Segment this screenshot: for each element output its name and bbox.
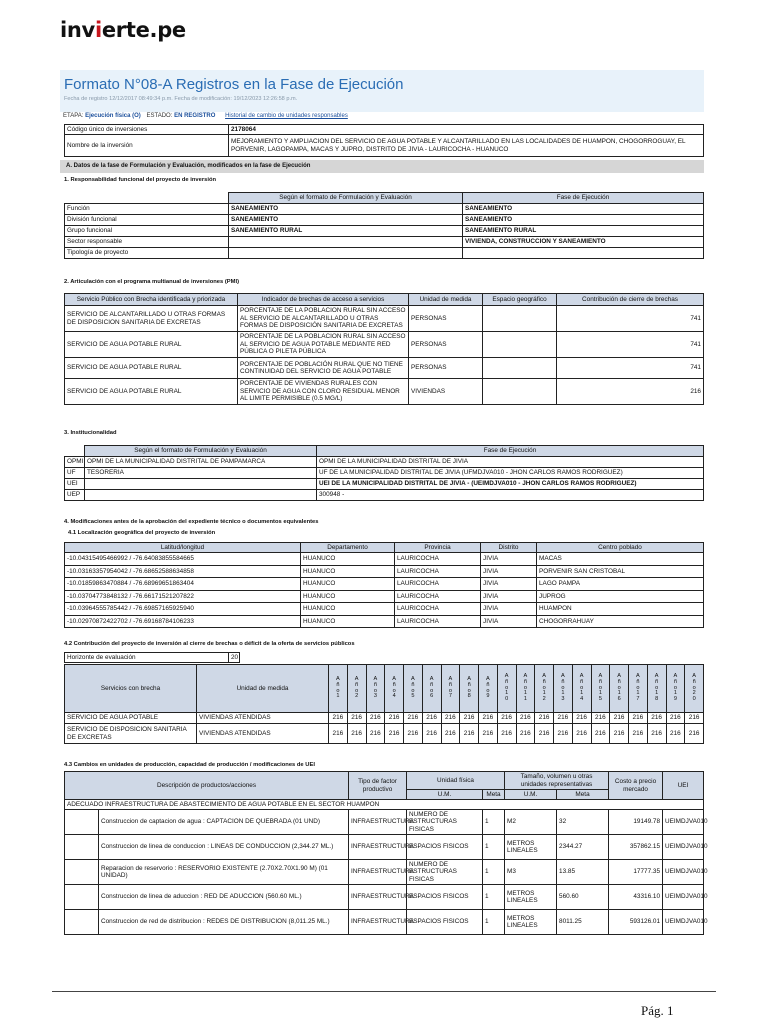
table-cell: Construccion de captacion de agua : CAPTACION DE QUEBRADA (01 UND): [99, 810, 349, 835]
table-cell: SANEAMIENTO: [463, 204, 704, 215]
table-cell: 1: [483, 835, 505, 860]
table-cell: [483, 358, 557, 379]
table-cell: 741: [557, 332, 704, 358]
name-label: Nombre de la inversión: [65, 135, 229, 157]
table-cell: VIVIENDA, CONSTRUCCION Y SANEAMIENTO: [463, 237, 704, 248]
table-cell: 19149.78: [609, 810, 663, 835]
table-cell: 216: [404, 713, 423, 724]
table-cell: 216: [666, 713, 685, 724]
table-cell: 216: [591, 713, 610, 724]
table-cell: -10.03964555785442 / -76.69857165925940: [65, 603, 301, 616]
table-cell: 216: [479, 724, 498, 744]
history-link[interactable]: Historial de cambio de unidades responsables: [225, 113, 348, 119]
table-cell: NUMERO DE ESTRUCTURAS FISICAS: [407, 810, 483, 835]
year-header: A ñ o 4: [385, 665, 404, 713]
row-label: UEP: [65, 490, 85, 501]
table-row: [65, 379, 704, 405]
table-row: [65, 603, 704, 616]
year-header: A ñ o 7: [441, 665, 460, 713]
table-cell: HUANUCO: [301, 615, 395, 628]
year-header: A ñ o 1 7: [629, 665, 648, 713]
year-header: A ñ o 1 6: [610, 665, 629, 713]
table-row: [65, 553, 704, 566]
table-cell: 17777.35: [609, 860, 663, 885]
table-cell: 216: [685, 713, 704, 724]
table-cell: LAURICOCHA: [395, 578, 481, 591]
table-cell: SANEAMIENTO: [229, 204, 463, 215]
table-cell: 216: [385, 724, 404, 744]
info-table: [64, 124, 704, 157]
table-cell: SERVICIO DE ALCANTARILLADO U OTRAS FORMAS DE DISPOSICION SANITARIA DE EXCRETAS: [65, 306, 238, 332]
table-row: [65, 204, 704, 215]
section-a-bar: A. Datos de la fase de Formulación y Evaluación, modificados en la fase de Ejecución: [60, 160, 704, 173]
table-cell: 216: [441, 713, 460, 724]
s3-title: 3. Institucionalidad: [64, 430, 117, 436]
year-header: A ñ o 1 4: [572, 665, 591, 713]
year-header: A ñ o 1 9: [666, 665, 685, 713]
table-cell: 216: [366, 724, 385, 744]
table-cell: 560.60: [557, 885, 609, 910]
s42-table: Servicios con brecha Unidad de medida A ñ o 1 A ñ o 2 A ñ o 3 A ñ o 4 A ñ o 5 A ñ o 6 A ñ o 7 A ñ o 8 A ñ o 9 A ñ o 1 0 A ñ o 1 1 A ñ o 1 2 A ñ o 1 3 A ñ o 1 4 A ñ o 1 5 A ñ o 1 6 A ñ o 1 7 A ñ o 1 8 A ñ o 1 9 A ñ o 2 0 SERVICIO DE AGUA POTABLE VIVIENDAS ATENDIDAS 216 216 216 216 216 216 216 216 216 216 216 216 216 216 216 216 216 216 216 216 SERVICIO DE DISPOSICION SANITARIA DE EXCRETAS VIVIENDAS ATENDIDAS 216 216 216 216 216 216 216 216 216 216 216 216 216 216 216 216 216 216 216 216: [64, 664, 704, 744]
row-label: UF: [65, 468, 85, 479]
table-cell: JIVIA: [481, 565, 537, 578]
year-header: A ñ o 1 2: [535, 665, 554, 713]
table-cell: SANEAMIENTO RURAL: [463, 226, 704, 237]
table-cell: 216: [591, 724, 610, 744]
table-cell: 216: [404, 724, 423, 744]
table-cell: ESPACIOS FISICOS: [407, 910, 483, 935]
table-cell: METROS LINEALES: [505, 885, 557, 910]
row-label: Grupo funcional: [65, 226, 229, 237]
table-cell: 1: [483, 860, 505, 885]
table-cell: Construccion de linea de conduccion : LINEAS DE CONDUCCION (2,344.27 ML.): [99, 835, 349, 860]
name-value: MEJORAMIENTO Y AMPLIACION DEL SERVICIO DE AGUA POTABLE Y ALCANTARILLADO EN LAS LOCALIDADES DE HUAMPON, CHOGORROGUAY, EL PORVENIR, LAGOPAMPA, MACAS Y JUPRO, DISTRITO DE JIVIA - LAURICOCHA - HUANUCO: [229, 135, 704, 157]
year-header: A ñ o 1 8: [647, 665, 666, 713]
table-row: [65, 724, 704, 744]
year-header: A ñ o 9: [479, 665, 498, 713]
table-cell: -10.03704773848132 / -76.66171521207822: [65, 590, 301, 603]
table-row: [65, 885, 704, 910]
row-label: División funcional: [65, 215, 229, 226]
table-cell: 43316.10: [609, 885, 663, 910]
table-cell: 216: [535, 713, 554, 724]
table-cell: HUANUCO: [301, 565, 395, 578]
table-cell: ESPACIOS FISICOS: [407, 835, 483, 860]
table-cell: [463, 248, 704, 259]
table-cell: INFRAESTRUCTURA: [349, 885, 407, 910]
table-cell: PORVENIR SAN CRISTOBAL: [537, 565, 704, 578]
table-cell: [483, 332, 557, 358]
table-cell: PORCENTAJE DE VIVIENDAS RURALES CON SERVICIO DE AGUA CON CLORO RESIDUAL MENOR AL LIMITE PERMISIBLE (0.5 MG/L): [238, 379, 409, 405]
s1-title: 1. Responsabilidad funcional del proyecto de inversión: [64, 177, 217, 183]
table-cell: 216: [610, 713, 629, 724]
table-cell: HUANUCO: [301, 553, 395, 566]
table-cell: JIVIA: [481, 590, 537, 603]
table-cell: MACAS: [537, 553, 704, 566]
code-value: 2178064: [229, 125, 704, 135]
table-row: [65, 615, 704, 628]
table-cell: 216: [572, 713, 591, 724]
table-cell: PERSONAS: [409, 306, 483, 332]
table-cell: UEIMDJVA010: [663, 910, 704, 935]
table-cell: LAGO PAMPA: [537, 578, 704, 591]
table-cell: CHOGORRAHUAY: [537, 615, 704, 628]
code-label: Código único de inversiones: [65, 125, 229, 135]
s43-title: 4.3 Cambios en unidades de producción, capacidad de producción / modificaciones de UEI: [64, 762, 315, 768]
s3-table: Según el formato de Formulación y Evaluación Fase de Ejecución OPMI OPMI DE LA MUNICIPALIDAD DISTRITAL DE PAMPAMARCA OPMI DE LA MUNICIPALIDAD DISTRITAL DE JIVIA UF TESORERIA UF DE LA MUNICIPALIDAD DISTRITAL DE JIVIA (UFMDJVA010 - JHON CARLOS RAMOS RODRIGUEZ) UEI UEI DE LA MUNICIPALIDAD DISTRITAL DE JIVIA - (UEIMDJVA010 - JHON CARLOS RAMOS RODRIGUEZ) UEP 300948 -: [64, 445, 704, 501]
s2-table: Servicio Público con Brecha identificada y priorizada Indicador de brechas de acceso a servicios Unidad de medida Espacio geográfico Contribución de cierre de brechas SERVICIO DE ALCANTARILLADO U OTRAS FORMAS DE DISPOSICION SANITARIA DE EXCRETAS PORCENTAJE DE LA POBLACION RURAL SIN ACCESO AL SERVICIO DE ALCANTARILLADO U OTRAS FORMAS DE DISPOSICIÓN SANITARIA DE EXCRETAS PERSONAS 741 SERVICIO DE AGUA POTABLE RURAL PORCENTAJE DE LA POBLACION RURAL SIN ACCESO AL SERVICIO DE AGUA POTABLE MEDIANTE RED PÚBLICA O PILETA PÚBLICA PERSONAS 741 SERVICIO DE AGUA POTABLE RURAL PORCENTAJE DE POBLACIÓN RURAL QUE NO TIENE CONTINUIDAD DEL SERVICIO DE AGUA POTABLE PERSONAS 741 SERVICIO DE AGUA POTABLE RURAL PORCENTAJE DE VIVIENDAS RURALES CON SERVICIO DE AGUA CON CLORO RESIDUAL MENOR AL LIMITE PERMISIBLE (0.5 MG/L) VIVIENDAS 216: [64, 293, 704, 405]
table-cell: LAURICOCHA: [395, 590, 481, 603]
table-cell: INFRAESTRUCTURA: [349, 910, 407, 935]
s41-table: Latitud/longitud Departamento Provincia Distrito Centro poblado -10.04315495466992 / -76.64083855584665 HUANUCO LAURICOCHA JIVIA MACAS -10.03163357954042 / -76.68652588634858 HUANUCO LAURICOCHA JIVIA PORVENIR SAN CRISTOBAL -10.01859863470884 / -76.68969651863404 HUANUCO LAURICOCHA JIVIA LAGO PAMPA -10.03704773848132 / -76.66171521207822 HUANUCO LAURICOCHA JIVIA JUPROG -10.03964555785442 / -76.69857165925940 HUANUCO LAURICOCHA JIVIA HUAMPON -10.02970872422702 / -76.69168784106233 HUANUCO LAURICOCHA JIVIA CHOGORRAHUAY: [64, 542, 704, 628]
table-cell: INFRAESTRUCTURA: [349, 810, 407, 835]
indent-cell: [65, 860, 99, 885]
table-cell: 216: [460, 724, 479, 744]
indent-cell: [65, 835, 99, 860]
page-number: Pág. 1: [641, 1003, 674, 1018]
s43-group: ADECUADO INFRAESTRUCTURA DE ABASTECIMIENTO DE AGUA POTABLE EN EL SECTOR HUAMPON: [65, 800, 704, 810]
s42-title: 4.2 Contribución del proyecto de inversión al cierre de brechas o déficit de la oferta de servicios públicos: [64, 641, 355, 647]
table-cell: [229, 248, 463, 259]
table-row: [65, 332, 704, 358]
table-cell: HUANUCO: [301, 603, 395, 616]
table-cell: VIVIENDAS ATENDIDAS: [197, 713, 329, 724]
year-header: A ñ o 1 0: [497, 665, 516, 713]
table-cell: 741: [557, 306, 704, 332]
table-cell: 1: [483, 910, 505, 935]
table-cell: [85, 479, 317, 490]
table-cell: M2: [505, 810, 557, 835]
table-cell: 8011.25: [557, 910, 609, 935]
table-cell: SERVICIO DE AGUA POTABLE RURAL: [65, 379, 238, 405]
table-cell: SERVICIO DE AGUA POTABLE RURAL: [65, 332, 238, 358]
table-cell: -10.03163357954042 / -76.68652588634858: [65, 565, 301, 578]
table-cell: 13.85: [557, 860, 609, 885]
table-cell: 216: [557, 379, 704, 405]
table-row: [65, 910, 704, 935]
table-cell: [483, 306, 557, 332]
table-row: [65, 457, 704, 468]
table-cell: 32: [557, 810, 609, 835]
table-cell: M3: [505, 860, 557, 885]
table-row: [65, 226, 704, 237]
table-cell: 216: [554, 713, 573, 724]
year-header: A ñ o 8: [460, 665, 479, 713]
table-row: [65, 713, 704, 724]
table-cell: UEIMDJVA010: [663, 860, 704, 885]
table-cell: METROS LINEALES: [505, 910, 557, 935]
year-header: A ñ o 2 0: [685, 665, 704, 713]
row-label: Función: [65, 204, 229, 215]
table-row: [65, 578, 704, 591]
etapa-line: ETAPA: Ejecución física (O) ESTADO: EN REGISTRO Historial de cambio de unidades responsables: [63, 113, 348, 119]
table-cell: INFRAESTRUCTURA: [349, 835, 407, 860]
table-cell: 216: [441, 724, 460, 744]
table-cell: JIVIA: [481, 603, 537, 616]
table-cell: 216: [516, 713, 535, 724]
table-cell: SANEAMIENTO: [229, 215, 463, 226]
page-title: Formato N°08-A Registros en la Fase de Ejecución: [64, 76, 404, 93]
table-cell: LAURICOCHA: [395, 565, 481, 578]
s2-title: 2. Articulación con el programa multianual de inversiones (PMI): [64, 279, 240, 285]
table-cell: 216: [497, 713, 516, 724]
table-cell: Construccion de linea de aduccion : RED DE ADUCCION (560.60 ML.): [99, 885, 349, 910]
table-cell: 216: [554, 724, 573, 744]
table-cell: SANEAMIENTO: [463, 215, 704, 226]
year-header: A ñ o 2: [347, 665, 366, 713]
table-cell: LAURICOCHA: [395, 603, 481, 616]
table-cell: 216: [666, 724, 685, 744]
row-label: Sector responsable: [65, 237, 229, 248]
table-cell: [229, 237, 463, 248]
table-cell: 216: [479, 713, 498, 724]
table-row: [65, 565, 704, 578]
table-cell: 216: [385, 713, 404, 724]
table-cell: UEI DE LA MUNICIPALIDAD DISTRITAL DE JIVIA - (UEIMDJVA010 - JHON CARLOS RAMOS RODRIGUEZ): [317, 479, 704, 490]
year-header: A ñ o 3: [366, 665, 385, 713]
table-cell: UEIMDJVA010: [663, 835, 704, 860]
table-cell: 216: [347, 713, 366, 724]
year-header: A ñ o 5: [404, 665, 423, 713]
table-cell: ESPACIOS FISICOS: [407, 885, 483, 910]
table-cell: INFRAESTRUCTURA: [349, 860, 407, 885]
table-row: [65, 237, 704, 248]
table-cell: Reparacion de reservorio : RESERVORIO EXISTENTE (2.70X2.70X1.90 M) (01 UNIDAD): [99, 860, 349, 885]
table-cell: 216: [685, 724, 704, 744]
table-cell: 216: [497, 724, 516, 744]
row-label: UEI: [65, 479, 85, 490]
table-cell: JIVIA: [481, 553, 537, 566]
table-cell: UEIMDJVA010: [663, 885, 704, 910]
table-cell: 216: [347, 724, 366, 744]
year-header: A ñ o 1 1: [516, 665, 535, 713]
table-row: [65, 248, 704, 259]
table-cell: -10.02970872422702 / -76.69168784106233: [65, 615, 301, 628]
table-cell: 216: [329, 724, 348, 744]
footer-divider: [52, 991, 716, 992]
table-row: [65, 215, 704, 226]
table-row: [65, 590, 704, 603]
table-row: [65, 810, 704, 835]
table-cell: HUANUCO: [301, 590, 395, 603]
table-row: [65, 490, 704, 501]
table-cell: 216: [535, 724, 554, 744]
table-cell: 216: [629, 713, 648, 724]
table-cell: JIVIA: [481, 615, 537, 628]
table-row: [65, 835, 704, 860]
row-label: OPMI: [65, 457, 85, 468]
year-header: A ñ o 1 3: [554, 665, 573, 713]
table-cell: 216: [422, 713, 441, 724]
s1-table: Según el formato de Formulación y Evaluación Fase de Ejecución Función SANEAMIENTO SANEAMIENTO División funcional SANEAMIENTO SANEAMIENTO Grupo funcional SANEAMIENTO RURAL SANEAMIENTO RURAL Sector responsable VIVIENDA, CONSTRUCCION Y SANEAMIENTO Tipología de proyecto: [64, 192, 704, 259]
s4-title: 4. Modificaciones antes de la aprobación del expediente técnico o documentos equivalentes: [64, 519, 319, 525]
table-cell: HUAMPON: [537, 603, 704, 616]
year-header: A ñ o 6: [422, 665, 441, 713]
table-cell: SANEAMIENTO RURAL: [229, 226, 463, 237]
table-cell: LAURICOCHA: [395, 553, 481, 566]
row-label: Tipología de proyecto: [65, 248, 229, 259]
table-cell: VIVIENDAS: [409, 379, 483, 405]
table-cell: 1: [483, 885, 505, 910]
invierte-logo: invierte.pe: [60, 18, 186, 42]
table-cell: PERSONAS: [409, 358, 483, 379]
table-cell: PORCENTAJE DE POBLACIÓN RURAL QUE NO TIENE CONTINUIDAD DEL SERVICIO DE AGUA POTABLE: [238, 358, 409, 379]
s41-title: 4.1 Localización geográfica del proyecto de inversión: [68, 530, 216, 536]
table-cell: 593126.01: [609, 910, 663, 935]
table-cell: 300948 -: [317, 490, 704, 501]
table-cell: 216: [610, 724, 629, 744]
table-cell: SERVICIO DE AGUA POTABLE RURAL: [65, 358, 238, 379]
table-row: [65, 860, 704, 885]
table-cell: Construccion de red de distribucion : REDES DE DISTRIBUCION (8,011.25 ML.): [99, 910, 349, 935]
table-cell: 216: [629, 724, 648, 744]
table-row: [65, 358, 704, 379]
indent-cell: [65, 810, 99, 835]
table-cell: NUMERO DE ESTRUCTURAS FISICAS: [407, 860, 483, 885]
table-cell: SERVICIO DE AGUA POTABLE: [65, 713, 197, 724]
table-cell: 216: [329, 713, 348, 724]
table-cell: UEIMDJVA010: [663, 810, 704, 835]
table-cell: -10.01859863470884 / -76.68969651863404: [65, 578, 301, 591]
table-cell: 216: [366, 713, 385, 724]
indent-cell: [65, 885, 99, 910]
table-cell: 1: [483, 810, 505, 835]
horizon-table: Horizonte de evaluación 20: [64, 652, 240, 663]
table-cell: SERVICIO DE DISPOSICION SANITARIA DE EXCRETAS: [65, 724, 197, 744]
table-cell: 216: [647, 713, 666, 724]
table-cell: 216: [460, 713, 479, 724]
year-header: A ñ o 1: [329, 665, 348, 713]
table-cell: 216: [422, 724, 441, 744]
table-cell: PORCENTAJE DE LA POBLACION RURAL SIN ACCESO AL SERVICIO DE ALCANTARILLADO U OTRAS FORMAS DE DISPOSICIÓN SANITARIA DE EXCRETAS: [238, 306, 409, 332]
table-cell: LAURICOCHA: [395, 615, 481, 628]
table-row: [65, 479, 704, 490]
table-cell: [483, 379, 557, 405]
table-row: [65, 468, 704, 479]
table-row: [65, 306, 704, 332]
table-cell: 741: [557, 358, 704, 379]
table-cell: UF DE LA MUNICIPALIDAD DISTRITAL DE JIVIA (UFMDJVA010 - JHON CARLOS RAMOS RODRIGUEZ): [317, 468, 704, 479]
estado-value: EN REGISTRO: [174, 113, 216, 119]
table-cell: HUANUCO: [301, 578, 395, 591]
table-cell: OPMI DE LA MUNICIPALIDAD DISTRITAL DE PAMPAMARCA: [85, 457, 317, 468]
table-cell: VIVIENDAS ATENDIDAS: [197, 724, 329, 744]
table-cell: 216: [647, 724, 666, 744]
s43-table: Descripción de productos/acciones Tipo de factor productivo Unidad física Tamaño, volumen u otras unidades representativas Costo a precio mercado UEI U.M. Meta U.M. Meta ADECUADO INFRAESTRUCTURA DE ABASTECIMIENTO DE AGUA POTABLE EN EL SECTOR HUAMPON Construccion de captacion de agua : CAPTACION DE QUEBRADA (01 UND) INFRAESTRUCTURA NUMERO DE ESTRUCTURAS FISICAS 1 M2 32 19149.78 UEIMDJVA010 Construccion de linea de conduccion : LINEAS DE CONDUCCION (2,344.27 ML.) INFRAESTRUCTURA ESPACIOS FISICOS 1 METROS LINEALES 2344.27 357862.15 UEIMDJVA010 Reparacion de reservorio : RESERVORIO EXISTENTE (2.70X2.70X1.90 M) (01 UNIDAD) INFRAESTRUCTURA NUMERO DE ESTRUCTURAS FISICAS 1 M3 13.85 17777.35 UEIMDJVA010 Construccion de linea de aduccion : RED DE ADUCCION (560.60 ML.) INFRAESTRUCTURA ESPACIOS FISICOS 1 METROS LINEALES 560.60 43316.10 UEIMDJVA010 Construccion de red de distribucion : REDES DE DISTRIBUCION (8,011.25 ML.) INFRAESTRUCTURA ESPACIOS FISICOS 1 METROS LINEALES 8011.25 593126.01 UEIMDJVA010: [64, 771, 704, 935]
table-cell: JUPROG: [537, 590, 704, 603]
table-cell: [85, 490, 317, 501]
table-cell: METROS LINEALES: [505, 835, 557, 860]
table-cell: PORCENTAJE DE LA POBLACION RURAL SIN ACCESO AL SERVICIO DE AGUA POTABLE MEDIANTE RED PÚBLICA O PILETA PÚBLICA: [238, 332, 409, 358]
table-cell: OPMI DE LA MUNICIPALIDAD DISTRITAL DE JIVIA: [317, 457, 704, 468]
table-cell: PERSONAS: [409, 332, 483, 358]
record-dates: Fecha de registro 12/12/2017 08:49:34 p.m. Fecha de modificación: 19/12/2023 12:26:58 p.m.: [64, 96, 298, 102]
table-cell: JIVIA: [481, 578, 537, 591]
table-cell: 357862.15: [609, 835, 663, 860]
table-cell: 216: [516, 724, 535, 744]
year-header: A ñ o 1 5: [591, 665, 610, 713]
table-cell: TESORERIA: [85, 468, 317, 479]
indent-cell: [65, 910, 99, 935]
table-cell: 2344.27: [557, 835, 609, 860]
etapa-value: Ejecución física (O): [85, 113, 141, 119]
table-cell: 216: [572, 724, 591, 744]
table-cell: -10.04315495466992 / -76.64083855584665: [65, 553, 301, 566]
